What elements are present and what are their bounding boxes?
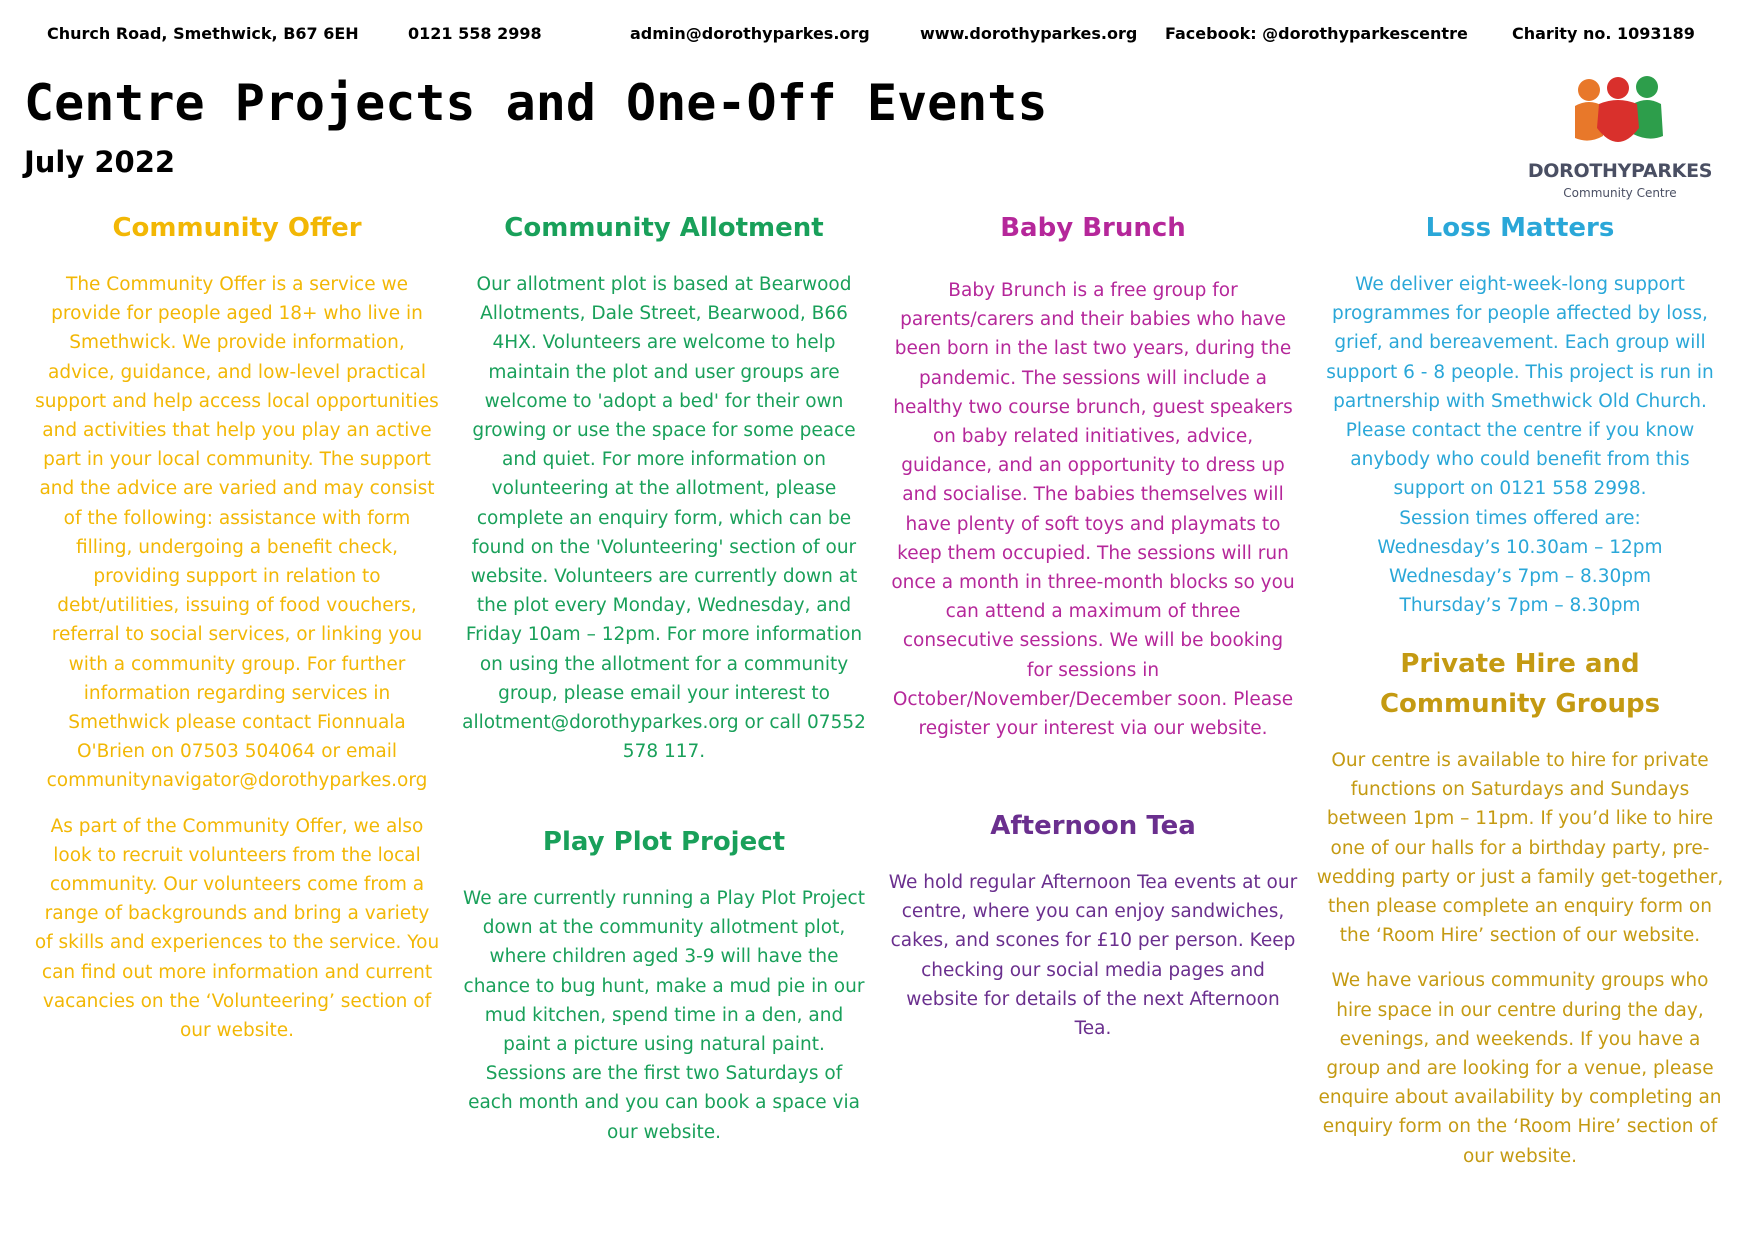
contact-bar	[0, 24, 1754, 48]
private-hire-paragraph: Our centre is available to hire for private functions on Saturdays and Sundays between 1pm – 11pm. If you’d like to hire one of our halls for a birthday party, pre-wedding party or just a family get-together, then please complete an enquiry form on the ‘Room Hire’ section of our website.	[1316, 750, 1724, 947]
private-hire-heading-line2: Community Groups	[1379, 689, 1661, 719]
afternoon-tea-heading: Afternoon Tea	[990, 811, 1196, 841]
session-time-item: Wednesday’s 7pm – 8.30pm	[1388, 566, 1651, 588]
play-plot-section	[462, 822, 866, 1147]
community-offer-paragraph: The Community Offer is a service we provide for people aged 18+ who live in Smethwick. We provide information, advice, guidance, and low-level practical support and help access local opportunities and activities that help you play an active part in your local community. The support and the advice are varied and may consist of the following: assistance with form filling, undergoing a benefit check, providing support in relation to debt/utilities, issuing of food vouchers, referral to social services, or linking you with a community group. For further information regarding services in Smethwick please contact Fionnuala O'Brien on 07503 504064 or email communitynavigator@dorothyparkes.org	[35, 274, 439, 792]
loss-matters-paragraph: We deliver eight-week-long support programmes for people affected by loss, grief, and bereavement. Each group will support 6 - 8 people. This project is run in partnership with Smethwick Old Church. Please contact the centre if you know anybody who could benefit from this support on 0121 558 2998.	[1326, 274, 1714, 500]
address-text: Church Road, Smethwick, B67 6EH	[47, 24, 359, 43]
baby-brunch-heading: Baby Brunch	[1000, 213, 1186, 243]
loss-matters-section	[1315, 208, 1725, 620]
loss-matters-heading: Loss Matters	[1425, 213, 1615, 243]
community-allotment-heading: Community Allotment	[504, 213, 824, 243]
website-link[interactable]: www.dorothyparkes.org	[920, 24, 1138, 43]
community-groups-paragraph: We have various community groups who hire space in our centre during the day, evenings, and weekends. If you have a group and are looking for a venue, please enquire about availability by completing an enquiry form on the ‘Room Hire’ section of our website.	[1318, 970, 1722, 1167]
community-allotment-paragraph: Our allotment plot is based at Bearwood Allotments, Dale Street, Bearwood, B66 4HX. Volunteers are welcome to help maintain the plot and user groups are welcome to 'adopt a bed' for their own growing or use the space for some peace and quiet. For more information on volunteering at the allotment, please complete an enquiry form, which can be found on the 'Volunteering' section of our website. Volunteers are currently down at the plot every Monday, Wednesday, and Friday 10am – 12pm. For more information on using the allotment for a community group, please email your interest to allotment@dorothyparkes.org or call 07552 578 117.	[462, 274, 866, 763]
phone-text: 0121 558 2998	[408, 24, 542, 43]
community-allotment-section	[462, 208, 866, 766]
afternoon-tea-section	[888, 806, 1298, 1043]
email-link[interactable]: admin@dorothyparkes.org	[630, 24, 870, 43]
volunteer-paragraph: As part of the Community Offer, we also look to recruit volunteers from the local community. Our volunteers come from a range of backgrounds and bring a variety of skills and experiences to the service. You can find out more information and current vacancies on the ‘Volunteering’ section of our website.	[34, 815, 440, 1042]
session-time-item: Wednesday’s 10.30am – 12pm	[1377, 536, 1663, 558]
baby-brunch-paragraph: Baby Brunch is a free group for parents/carers and their babies who have been born in the last two years, during the pandemic. The sessions will include a healthy two course brunch, guest speakers on baby related initiatives, advice, guidance, and an opportunity to dress up and socialise. The babies themselves will have plenty of soft toys and playmats to keep them occupied. The sessions will run once a month in three-month blocks so you can attend a maximum of three consecutive sessions. We will be booking for sessions in October/November/December soon. Please register your interest via our website.	[891, 280, 1295, 740]
private-hire-section	[1315, 644, 1725, 1171]
play-plot-paragraph: We are currently running a Play Plot Project down at the community allotment plot, where children aged 3-9 will have the chance to bug hunt, make a mud pie in our mud kitchen, spend time in a den, and paint a picture using natural paint. Sessions are the first two Saturdays of each month and you can book a space via our website.	[463, 888, 865, 1143]
baby-brunch-section	[888, 208, 1298, 743]
session-time-item: Thursday’s 7pm – 8.30pm	[1399, 595, 1641, 617]
page-title: Centre Projects and One-Off Events	[24, 74, 1048, 132]
afternoon-tea-paragraph: We hold regular Afternoon Tea events at our centre, where you can enjoy sandwiches, cakes, and scones for £10 per person. Keep checking our social media pages and website for details of the next Afternoon Tea.	[888, 872, 1298, 1040]
community-offer-heading: Community Offer	[112, 213, 362, 243]
private-hire-heading-line1: Private Hire and	[1400, 649, 1640, 679]
people-logo-icon	[1525, 76, 1715, 158]
session-times-label: Session times offered are:	[1399, 507, 1641, 529]
logo-subtitle: Community Centre	[1563, 186, 1677, 200]
dorothy-parkes-logo	[1525, 76, 1715, 206]
community-offer-section	[34, 208, 440, 1045]
charity-number: Charity no. 1093189	[1512, 24, 1695, 43]
page-subtitle: July 2022	[24, 145, 176, 179]
play-plot-heading: Play Plot Project	[542, 827, 786, 857]
facebook-link[interactable]: Facebook: @dorothyparkescentre	[1165, 24, 1468, 43]
logo-wordmark: DOROTHYPARKES	[1527, 160, 1713, 182]
